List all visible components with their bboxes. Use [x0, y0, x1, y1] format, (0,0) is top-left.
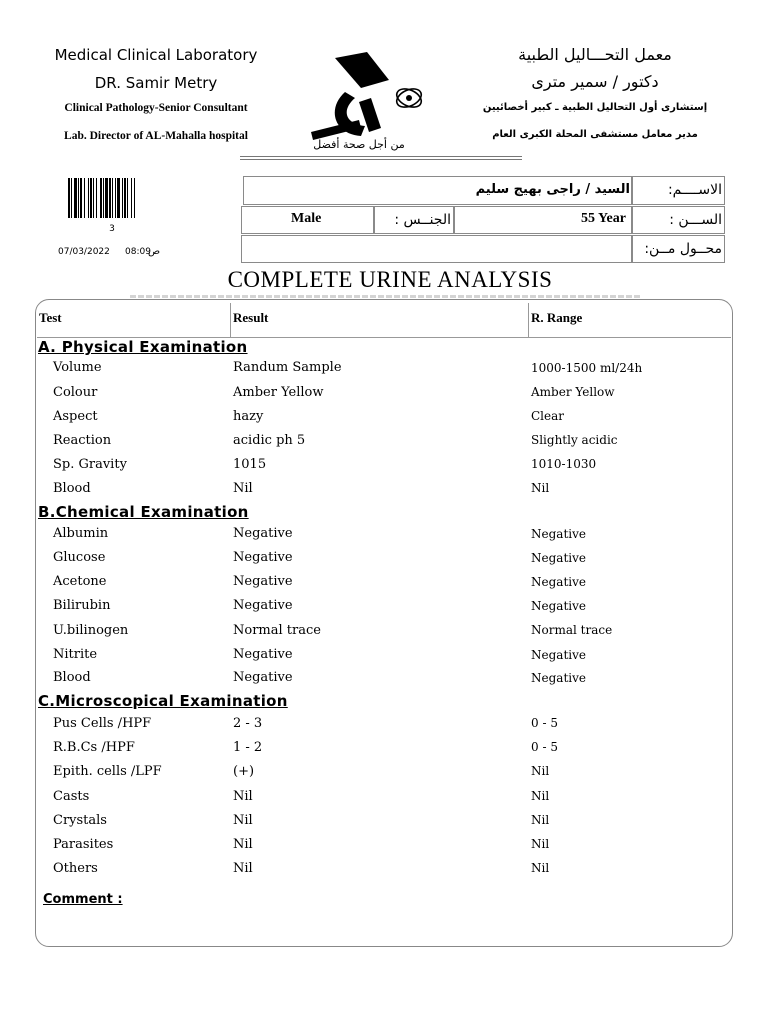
test-result: Negative — [233, 526, 293, 541]
sex-value: Male — [291, 211, 322, 226]
lab-name: Medical Clinical Laboratory — [54, 46, 258, 64]
doctor-position: Lab. Director of AL-Mahalla hospital — [64, 130, 248, 142]
barcode-bar — [74, 178, 77, 218]
test-result: Nil — [233, 481, 253, 496]
barcode-bar — [134, 178, 135, 218]
test-name: Glucose — [53, 550, 106, 565]
test-result: Normal trace — [233, 623, 321, 638]
test-range: Normal trace — [531, 623, 613, 637]
barcode-bar — [103, 178, 104, 218]
barcode-bar — [93, 178, 94, 218]
referrer-label: محــول مــن: — [644, 241, 722, 257]
doctor-name: DR. Samir Metry — [94, 74, 218, 92]
test-result: hazy — [233, 409, 264, 424]
section-title-chemical: B.Chemical Examination — [38, 503, 249, 521]
test-name: Albumin — [53, 526, 109, 541]
patient-name: السيد / راجى بهيج سليم — [475, 182, 630, 197]
barcode-bar — [88, 178, 89, 218]
test-result: 1 - 2 — [233, 740, 263, 755]
barcode-number: 3 — [109, 224, 115, 234]
barcode-bar — [80, 178, 82, 218]
test-name: Epith. cells /LPF — [53, 764, 162, 779]
test-range: Amber Yellow — [531, 385, 615, 399]
test-range: Negative — [531, 648, 586, 662]
test-result: Nil — [233, 837, 253, 852]
table-header — [37, 303, 731, 338]
test-result: Negative — [233, 598, 293, 613]
doctor-title: Clinical Pathology-Senior Consultant — [64, 102, 248, 114]
test-range: Nil — [531, 813, 550, 827]
test-range: 1000-1500 ml/24h — [531, 361, 643, 375]
test-range: Slightly acidic — [531, 433, 618, 447]
test-result: Negative — [233, 550, 293, 565]
barcode-bar — [127, 178, 128, 218]
test-result: Negative — [233, 670, 293, 685]
test-name: Pus Cells /HPF — [53, 716, 152, 731]
print-date: 07/03/2022 — [58, 247, 110, 257]
barcode-bar — [122, 178, 123, 218]
barcode-bar — [96, 178, 97, 218]
test-result: Nil — [233, 861, 253, 876]
column-divider — [230, 303, 231, 337]
lab-name-ar: معمل التحـــاليل الطبية — [518, 45, 672, 64]
barcode-bar — [109, 178, 111, 218]
doctor-position-ar: مدير معامل مستشفى المحلة الكبرى العام — [492, 129, 698, 140]
print-time: 08:09 — [125, 247, 151, 257]
test-result: acidic ph 5 — [233, 433, 306, 448]
header-divider — [240, 159, 522, 160]
column-header-range: R. Range — [531, 310, 583, 325]
referrer-value-box — [241, 235, 632, 263]
test-range: Nil — [531, 837, 550, 851]
test-name: Acetone — [53, 574, 107, 589]
barcode-bar — [115, 178, 116, 218]
column-divider — [528, 303, 529, 337]
barcode-bar — [117, 178, 120, 218]
results-frame — [35, 299, 733, 947]
test-result: Nil — [233, 789, 253, 804]
print-ampm: ص — [148, 246, 161, 257]
barcode-bar — [105, 178, 108, 218]
column-header-result: Result — [233, 310, 269, 325]
test-name: Reaction — [53, 433, 112, 448]
test-range: Nil — [531, 764, 550, 778]
test-result: Randum Sample — [233, 360, 342, 375]
test-name: Parasites — [53, 837, 114, 852]
section-title-microscopical: C.Microscopical Examination — [38, 692, 288, 710]
test-name: Others — [53, 861, 98, 876]
barcode-bar — [131, 178, 132, 218]
barcode-bar — [68, 178, 70, 218]
test-result: Negative — [233, 647, 293, 662]
test-name: Blood — [53, 670, 91, 685]
barcode-bar — [124, 178, 126, 218]
barcode-bar — [78, 178, 79, 218]
age-value: 55 Year — [581, 211, 626, 226]
barcode-bar — [84, 178, 85, 218]
sex-label: الجنــس : — [394, 212, 451, 228]
age-label: الســـن : — [669, 212, 722, 228]
barcode-bar — [90, 178, 92, 218]
section-title-physical: A. Physical Examination — [38, 338, 248, 356]
logo-slogan: من أجل صحة أفضل — [313, 138, 405, 151]
test-result: Negative — [233, 574, 293, 589]
column-header-test: Test — [39, 310, 62, 325]
comment-label: Comment : — [43, 892, 123, 907]
test-name: Aspect — [53, 409, 98, 424]
name-label: الاســــم: — [667, 182, 722, 198]
test-name: Sp. Gravity — [53, 457, 127, 472]
header-divider — [240, 156, 522, 157]
report-title: COMPLETE URINE ANALYSIS — [227, 267, 553, 292]
title-underline — [130, 295, 640, 298]
test-range: 1010-1030 — [531, 457, 597, 471]
test-range: Negative — [531, 599, 586, 613]
test-name: Crystals — [53, 813, 107, 828]
barcode-bar — [71, 178, 72, 218]
test-range: Negative — [531, 527, 586, 541]
doctor-title-ar: إستشارى أول التحاليل الطبية ـ كبير أخصائيين — [482, 102, 708, 113]
test-result: Amber Yellow — [233, 385, 324, 400]
test-result: Nil — [233, 813, 253, 828]
test-result: 1015 — [233, 457, 267, 472]
test-range: Clear — [531, 409, 565, 423]
doctor-name-ar: دكتور / سمير مترى — [531, 72, 659, 91]
test-range: Negative — [531, 671, 586, 685]
test-range: Negative — [531, 575, 586, 589]
test-result: 2 - 3 — [233, 716, 263, 731]
test-range: Negative — [531, 551, 586, 565]
test-name: Bilirubin — [53, 598, 111, 613]
barcode-bar — [112, 178, 113, 218]
barcode-icon — [68, 178, 166, 218]
test-range: Nil — [531, 789, 550, 803]
test-range: 0 - 5 — [531, 740, 558, 754]
test-range: Nil — [531, 861, 550, 875]
microscope-logo-icon — [305, 48, 435, 152]
test-range: Nil — [531, 481, 550, 495]
test-name: Nitrite — [53, 647, 98, 662]
test-range: 0 - 5 — [531, 716, 558, 730]
test-name: Blood — [53, 481, 91, 496]
barcode-bar — [100, 178, 102, 218]
test-name: Volume — [53, 360, 102, 375]
test-name: Casts — [53, 789, 90, 804]
test-name: R.B.Cs /HPF — [53, 740, 135, 755]
test-result: (+) — [233, 764, 255, 779]
test-name: Colour — [53, 385, 98, 400]
test-name: U.bilinogen — [53, 623, 129, 638]
